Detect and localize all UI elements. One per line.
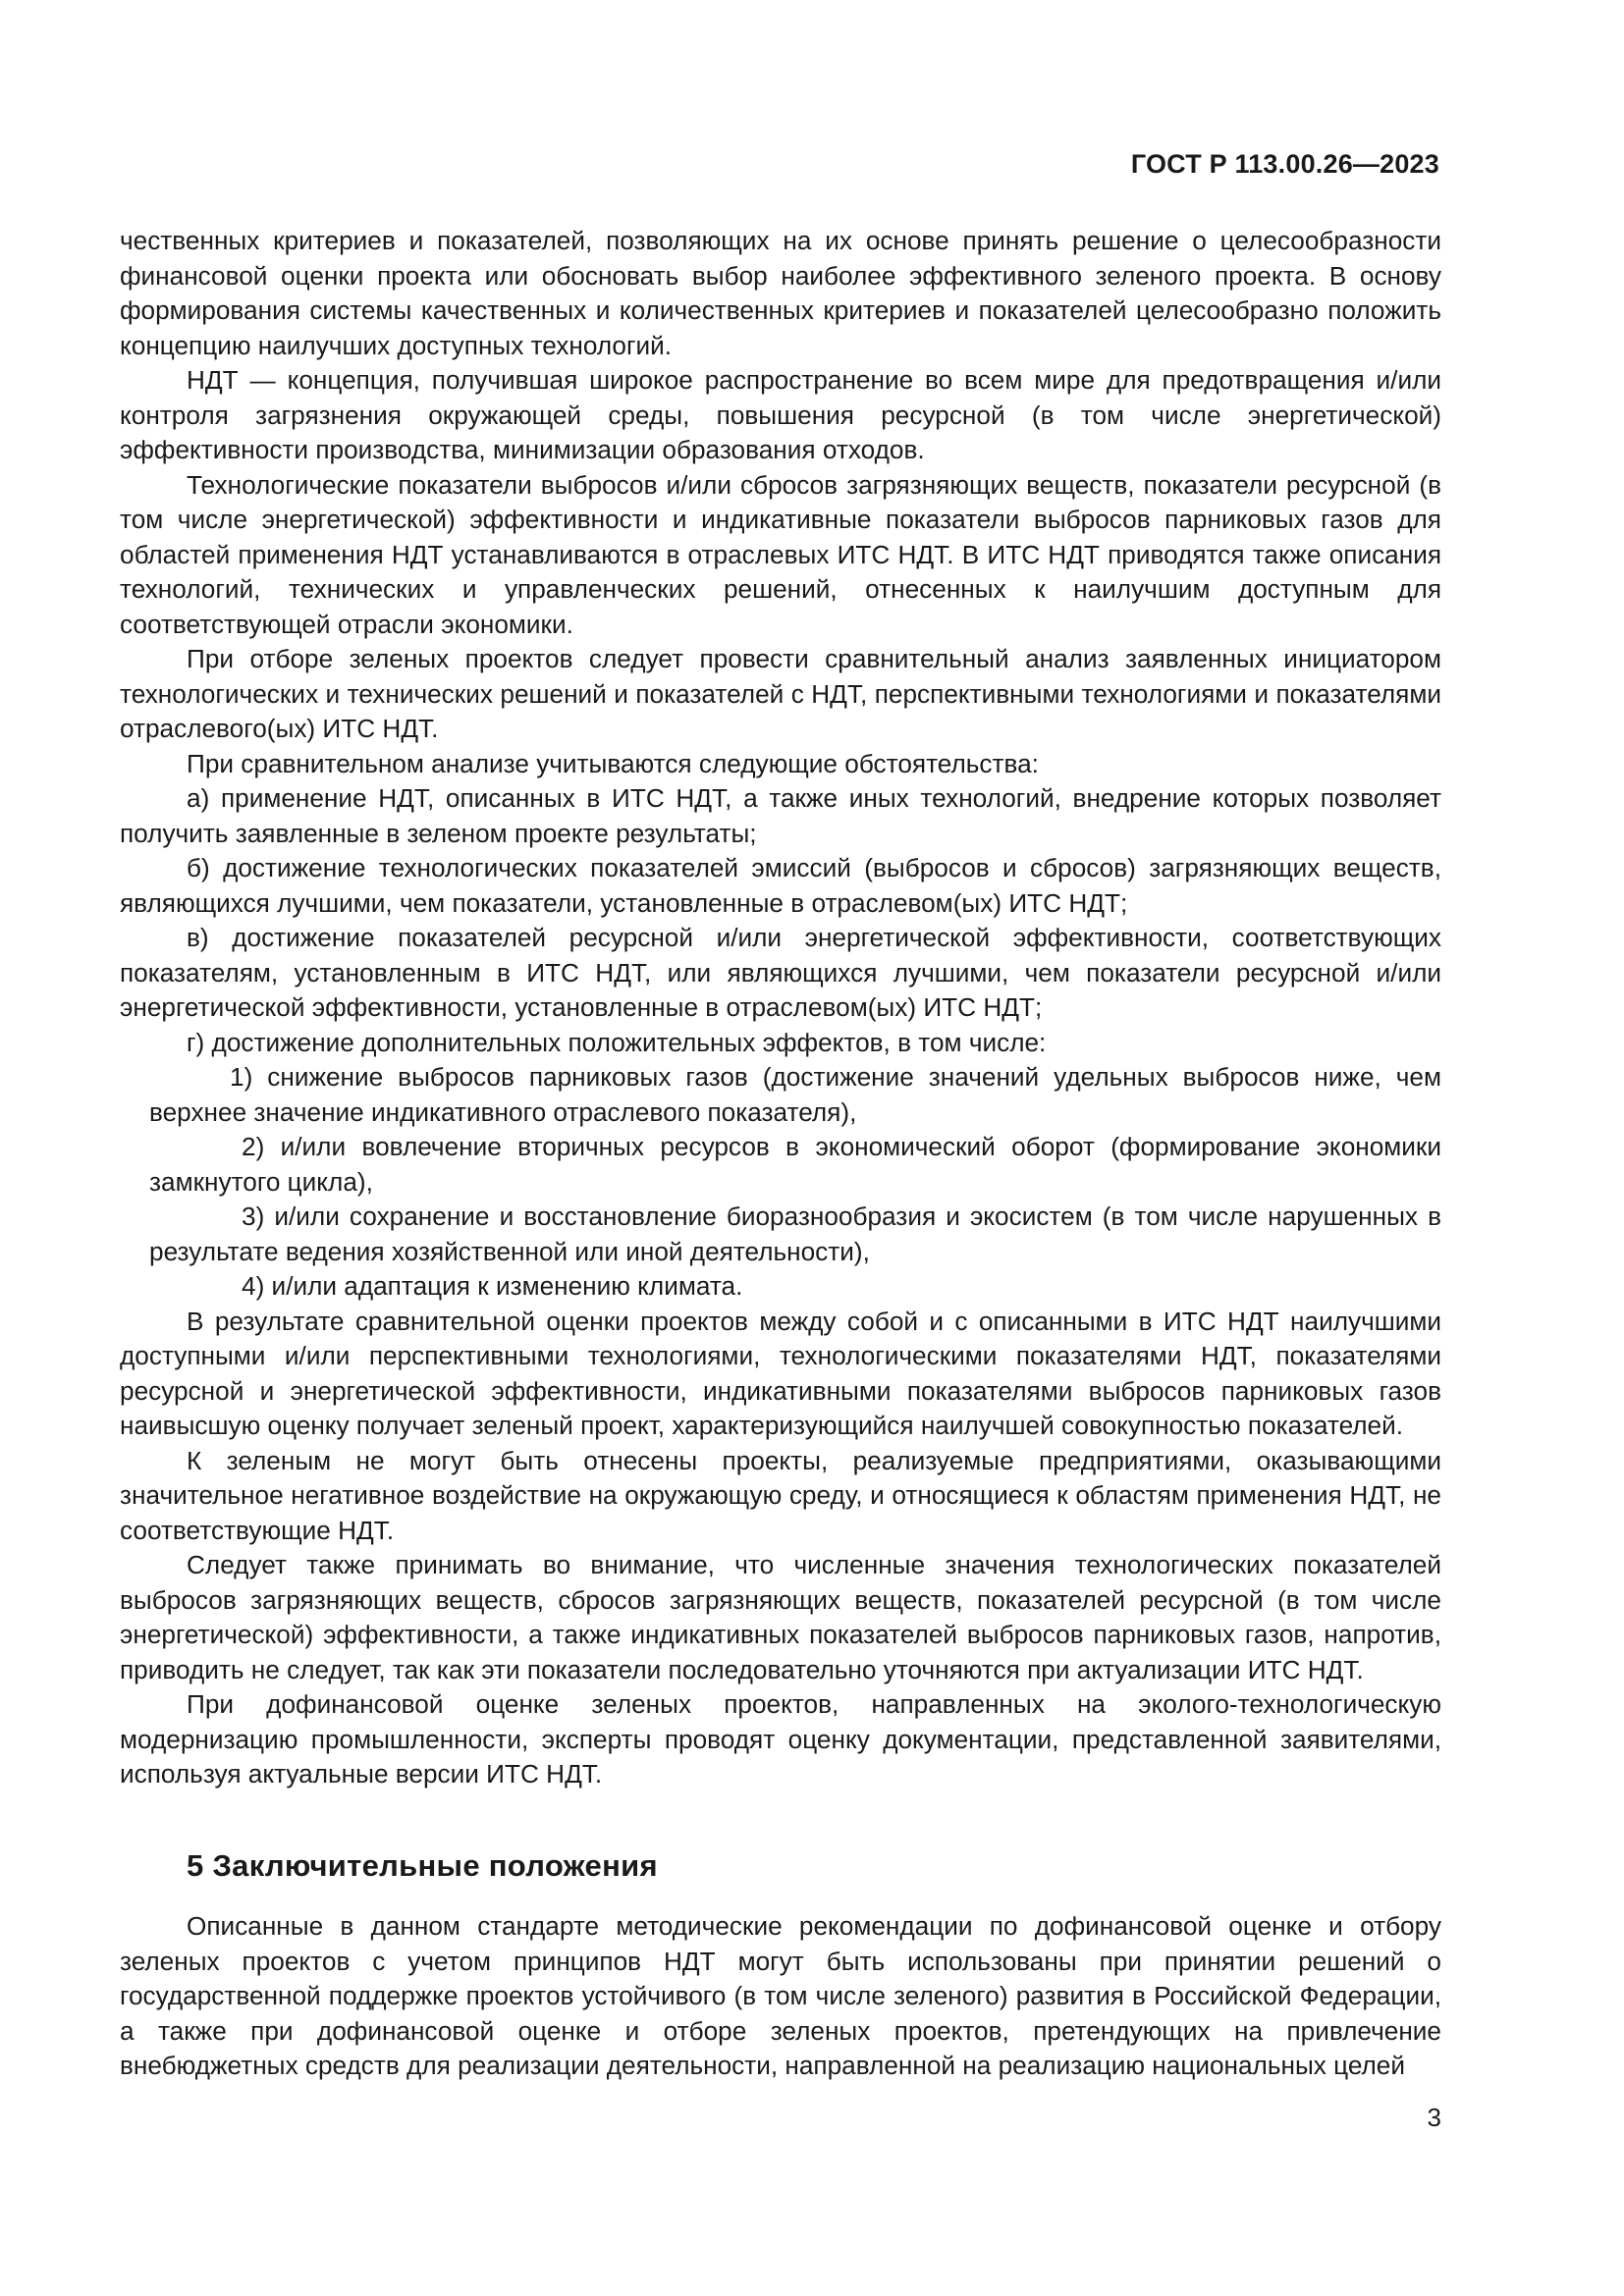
paragraph-numeric-values-note: Следует также принимать во внимание, что численные значения технологических показателей выбросов загрязняющих веществ, сбросов загрязняющих веществ, показателей ресурсной (в том числе энергетической) эффективности, а также индикативных показателей выбросов парниковых газов, напротив, приводить не следует, так как эти показатели последовательно уточняются при актуализации ИТС НДТ. bbox=[120, 1550, 1441, 1684]
section-heading: 5 Заключительные положения bbox=[187, 1848, 658, 1883]
list-item-v: в) достижение показателей ресурсной и/или энергетической эффективности, соответствующих показателям, установленным в ИТС НДТ, или являющихся лучшими, чем показатели ресурсной и/или энергетической эффективности, установленные в отраслевом(ых) ИТС НДТ; bbox=[120, 923, 1441, 1022]
list-item-g: г) достижение дополнительных положительных эффектов, в том числе: bbox=[187, 1027, 1047, 1057]
paragraph-comparative-analysis: При сравнительном анализе учитываются следующие обстоятельства: bbox=[187, 748, 1039, 778]
document-code-header: ГОСТ Р 113.00.26—2023 bbox=[1130, 149, 1439, 179]
paragraph-expert-evaluation: При дофинансовой оценке зеленых проектов, направленных на эколого-технологическую модернизацию промышленности, эксперты проводят оценку документации, представленной заявителями, используя актуальные версии ИТС НДТ. bbox=[120, 1689, 1441, 1789]
paragraph-exclusions: К зеленым не могут быть отнесены проекты, реализуемые предприятиями, оказывающими значительное негативное воздействие на окружающую среду, и относящиеся к областям применения НДТ, не соответствующие НДТ. bbox=[120, 1445, 1441, 1545]
list-item-a: а) применение НДТ, описанных в ИТС НДТ, а также иных технологий, внедрение которых позволяет получить заявленные в зеленом проекте результаты; bbox=[120, 783, 1441, 848]
paragraph-ndt-concept: НДТ — концепция, получившая широкое распространение во всем мире для предотвращения и/или контроля загрязнения окружающей среды, повышения ресурсной (в том числе энергетической) эффективности производства, минимизации образования отходов. bbox=[120, 365, 1441, 464]
paragraph-project-selection: При отборе зеленых проектов следует провести сравнительный анализ заявленных инициатором технологических и технических решений и показателей с НДТ, перспективными технологиями и показателями отраслевого(ых) ИТС НДТ. bbox=[120, 644, 1441, 743]
sub-list-item-4: 4) и/или адаптация к изменению климата. bbox=[242, 1271, 743, 1301]
paragraph-continuation: чественных критериев и показателей, позволяющих на их основе принять решение о целесообразности финансовой оценки проекта или обосновать выбор наиболее эффективного зеленого проекта. В основу формирования системы качественных и количественных критериев и показателей целесообразно положить концепцию наилучших доступных технологий. bbox=[120, 226, 1441, 360]
paragraph-comparison-result: В результате сравнительной оценки проектов между собой и с описанными в ИТС НДТ наилучшими доступными и/или перспективными технологиями, технологическими показателями НДТ, показателями ресурсной и энергетической эффективности, индикативными показателями выбросов парниковых газов наивысшую оценку получает зеленый проект, характеризующийся наилучшей совокупностью показателей. bbox=[120, 1306, 1441, 1440]
sub-list-item-3: 3) и/или сохранение и восстановление биоразнообразия и экосистем (в том числе нарушенных в результате ведения хозяйственной или иной деятельности), bbox=[149, 1201, 1441, 1266]
section-text bbox=[120, 1909, 1441, 2084]
paragraph-technological-indicators: Технологические показатели выбросов и/или сбросов загрязняющих веществ, показатели ресурсной (в том числе энергетической) эффективности и индикативные показатели выбросов парниковых газов для областей применения НДТ устанавливаются в отраслевых ИТС НДТ. В ИТС НДТ приводятся также описания технологий, технических и управленческих решений, отнесенных к наилучшим доступным для соответствующей отрасли экономики. bbox=[120, 469, 1441, 639]
paragraph-final-provisions: Описанные в данном стандарте методические рекомендации по дофинансовой оценке и отбору зеленых проектов с учетом принципов НДТ могут быть использованы при принятии решений о государственной поддержке проектов устойчивого (в том числе зеленого) развития в Российской Федерации, а также при дофинансовой оценке и отборе зеленых проектов, претендующих на привлечение внебюджетных средств для реализации деятельности, направленной на реализацию национальных целей bbox=[120, 1911, 1441, 2080]
body-text bbox=[120, 224, 1441, 1792]
page-number: 3 bbox=[1427, 2103, 1441, 2132]
list-item-b: б) достижение технологических показателей эмиссий (выбросов и сбросов) загрязняющих веществ, являющихся лучшими, чем показатели, установленные в отраслевом(ых) ИТС НДТ; bbox=[120, 853, 1441, 918]
sub-list-item-2: 2) и/или вовлечение вторичных ресурсов в экономический оборот (формирование экономики замкнутого цикла), bbox=[149, 1132, 1441, 1197]
sub-list-item-1: 1) снижение выбросов парниковых газов (достижение значений удельных выбросов ниже, чем верхнее значение индикативного отраслевого показателя), bbox=[149, 1062, 1441, 1127]
